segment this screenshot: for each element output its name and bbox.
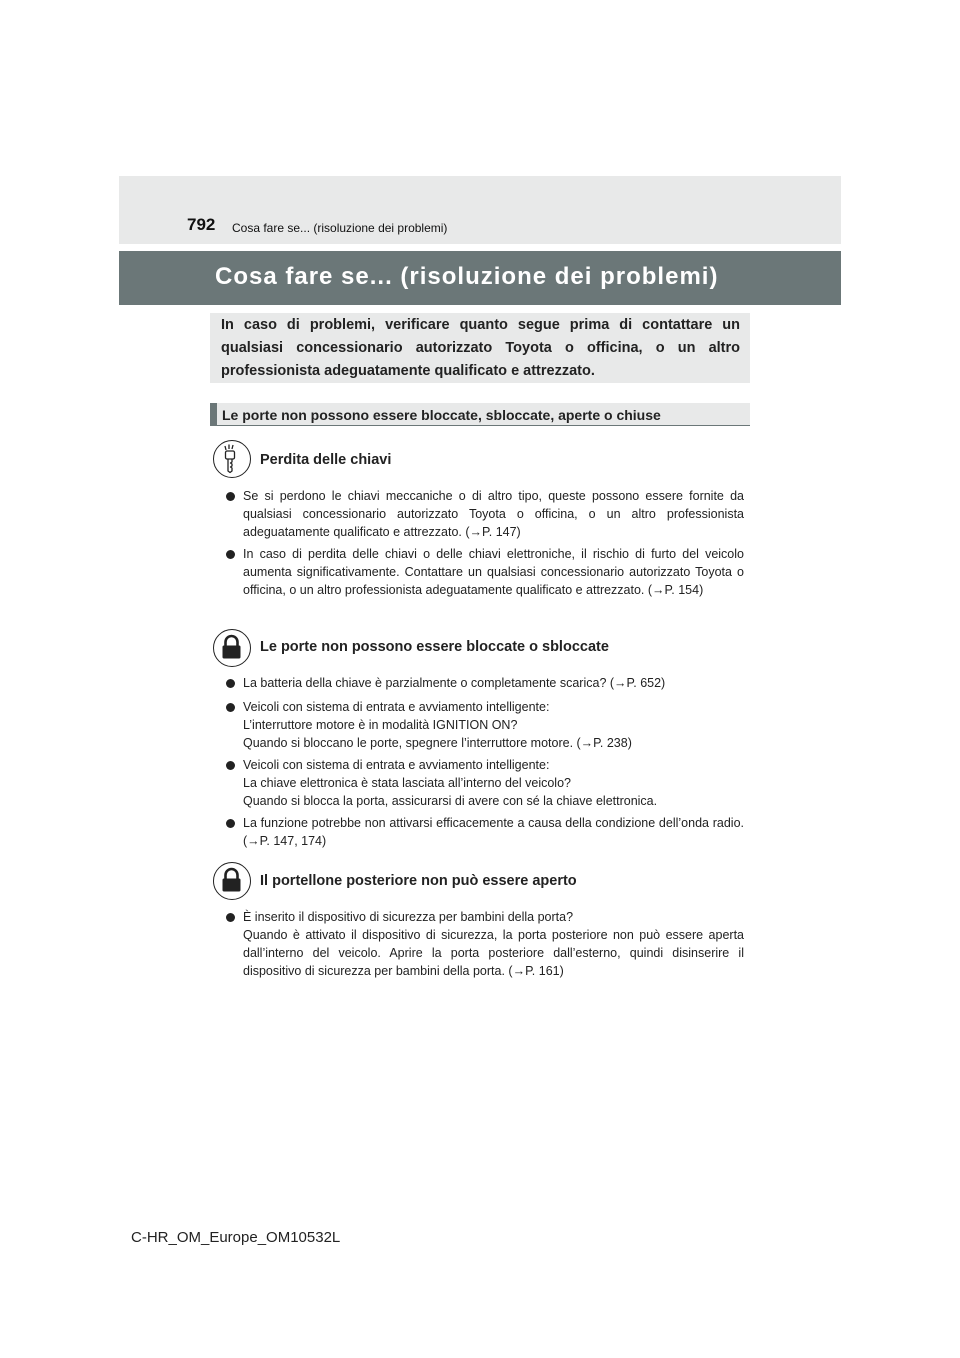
header-band: [119, 176, 841, 244]
document-code: C-HR_OM_Europe_OM10532L: [131, 1229, 341, 1246]
list-item-line: Quando si bloccano le porte, spegnere l’interruttore motore. (→P. 238): [243, 736, 632, 750]
list-item-line: È inserito il dispositivo di sicurezza per bambini della porta?: [243, 910, 574, 924]
padlock-icon: [213, 862, 251, 900]
list-item: In caso di perdita delle chiavi o delle chiavi elettroniche, il rischio di furto del veicolo aumenta significativamente. Contattare un qualsiasi concessionario autorizzato Toyota o officina, o un altro professionista adeguatamente qualificato e attrezzato. (→P. 154): [243, 547, 744, 597]
key-icon: [213, 440, 251, 478]
list-item: La funzione potrebbe non attivarsi efficacemente a causa della condizione dell’onda radio. (→P. 147, 174): [243, 816, 744, 848]
bullet-icon: [226, 703, 235, 712]
subsection-title-tailgate: Il portellone posteriore non può essere aperto: [260, 873, 577, 889]
list-item: [243, 908, 744, 980]
list-item-line: La chiave elettronica è stata lasciata all’interno del veicolo?: [243, 776, 571, 790]
bullet-icon: [226, 819, 235, 828]
page-title: Cosa fare se... (risoluzione dei problemi): [215, 263, 719, 290]
list-item: La batteria della chiave è parzialmente o completamente scarica? (→P. 652): [243, 676, 666, 690]
list-item-line: L’interruttore motore è in modalità IGNITION ON?: [243, 718, 518, 732]
list-item-line: Quando si blocca la porta, assicurarsi di avere con sé la chiave elettronica.: [243, 794, 658, 808]
bullet-icon: [226, 679, 235, 688]
subsection-title-lost-keys: Perdita delle chiavi: [260, 452, 392, 468]
list-item-line: Quando è attivato il dispositivo di sicurezza, la porta posteriore non può essere aperta dall’interno del veicolo. Aprire la porta posteriore dall’esterno, quindi disinserire il dispositivo di sicurezza per bambini della porta. (→P. 161): [243, 928, 744, 978]
list-item-line: Veicoli con sistema di entrata e avviamento intelligente:: [243, 700, 550, 714]
bullet-icon: [226, 761, 235, 770]
list-item: [243, 698, 744, 752]
bullet-icon: [226, 492, 235, 501]
list-item-line: Veicoli con sistema di entrata e avviamento intelligente:: [243, 758, 550, 772]
padlock-icon: [213, 629, 251, 667]
page-number: 792: [187, 215, 216, 234]
list-item: [243, 756, 744, 810]
subsection-title-doors-lock: Le porte non possono essere bloccate o sbloccate: [260, 639, 609, 655]
running-header-title: Cosa fare se... (risoluzione dei problemi): [232, 221, 448, 235]
list-item: Se si perdono le chiavi meccaniche o di altro tipo, queste possono essere fornite da qualsiasi concessionario autorizzato Toyota o officina, o un altro professionista adeguatamente qualificato e attrezzato. (→P. 147): [243, 489, 744, 539]
section-heading: Le porte non possono essere bloccate, sbloccate, aperte o chiuse: [222, 407, 661, 423]
intro-text: In caso di problemi, verificare quanto segue prima di contattare un qualsiasi concessionario autorizzato Toyota o officina, o un altro professionista adeguatamente qualificato e attrezzato.: [221, 317, 740, 379]
bullet-icon: [226, 550, 235, 559]
bullet-icon: [226, 913, 235, 922]
